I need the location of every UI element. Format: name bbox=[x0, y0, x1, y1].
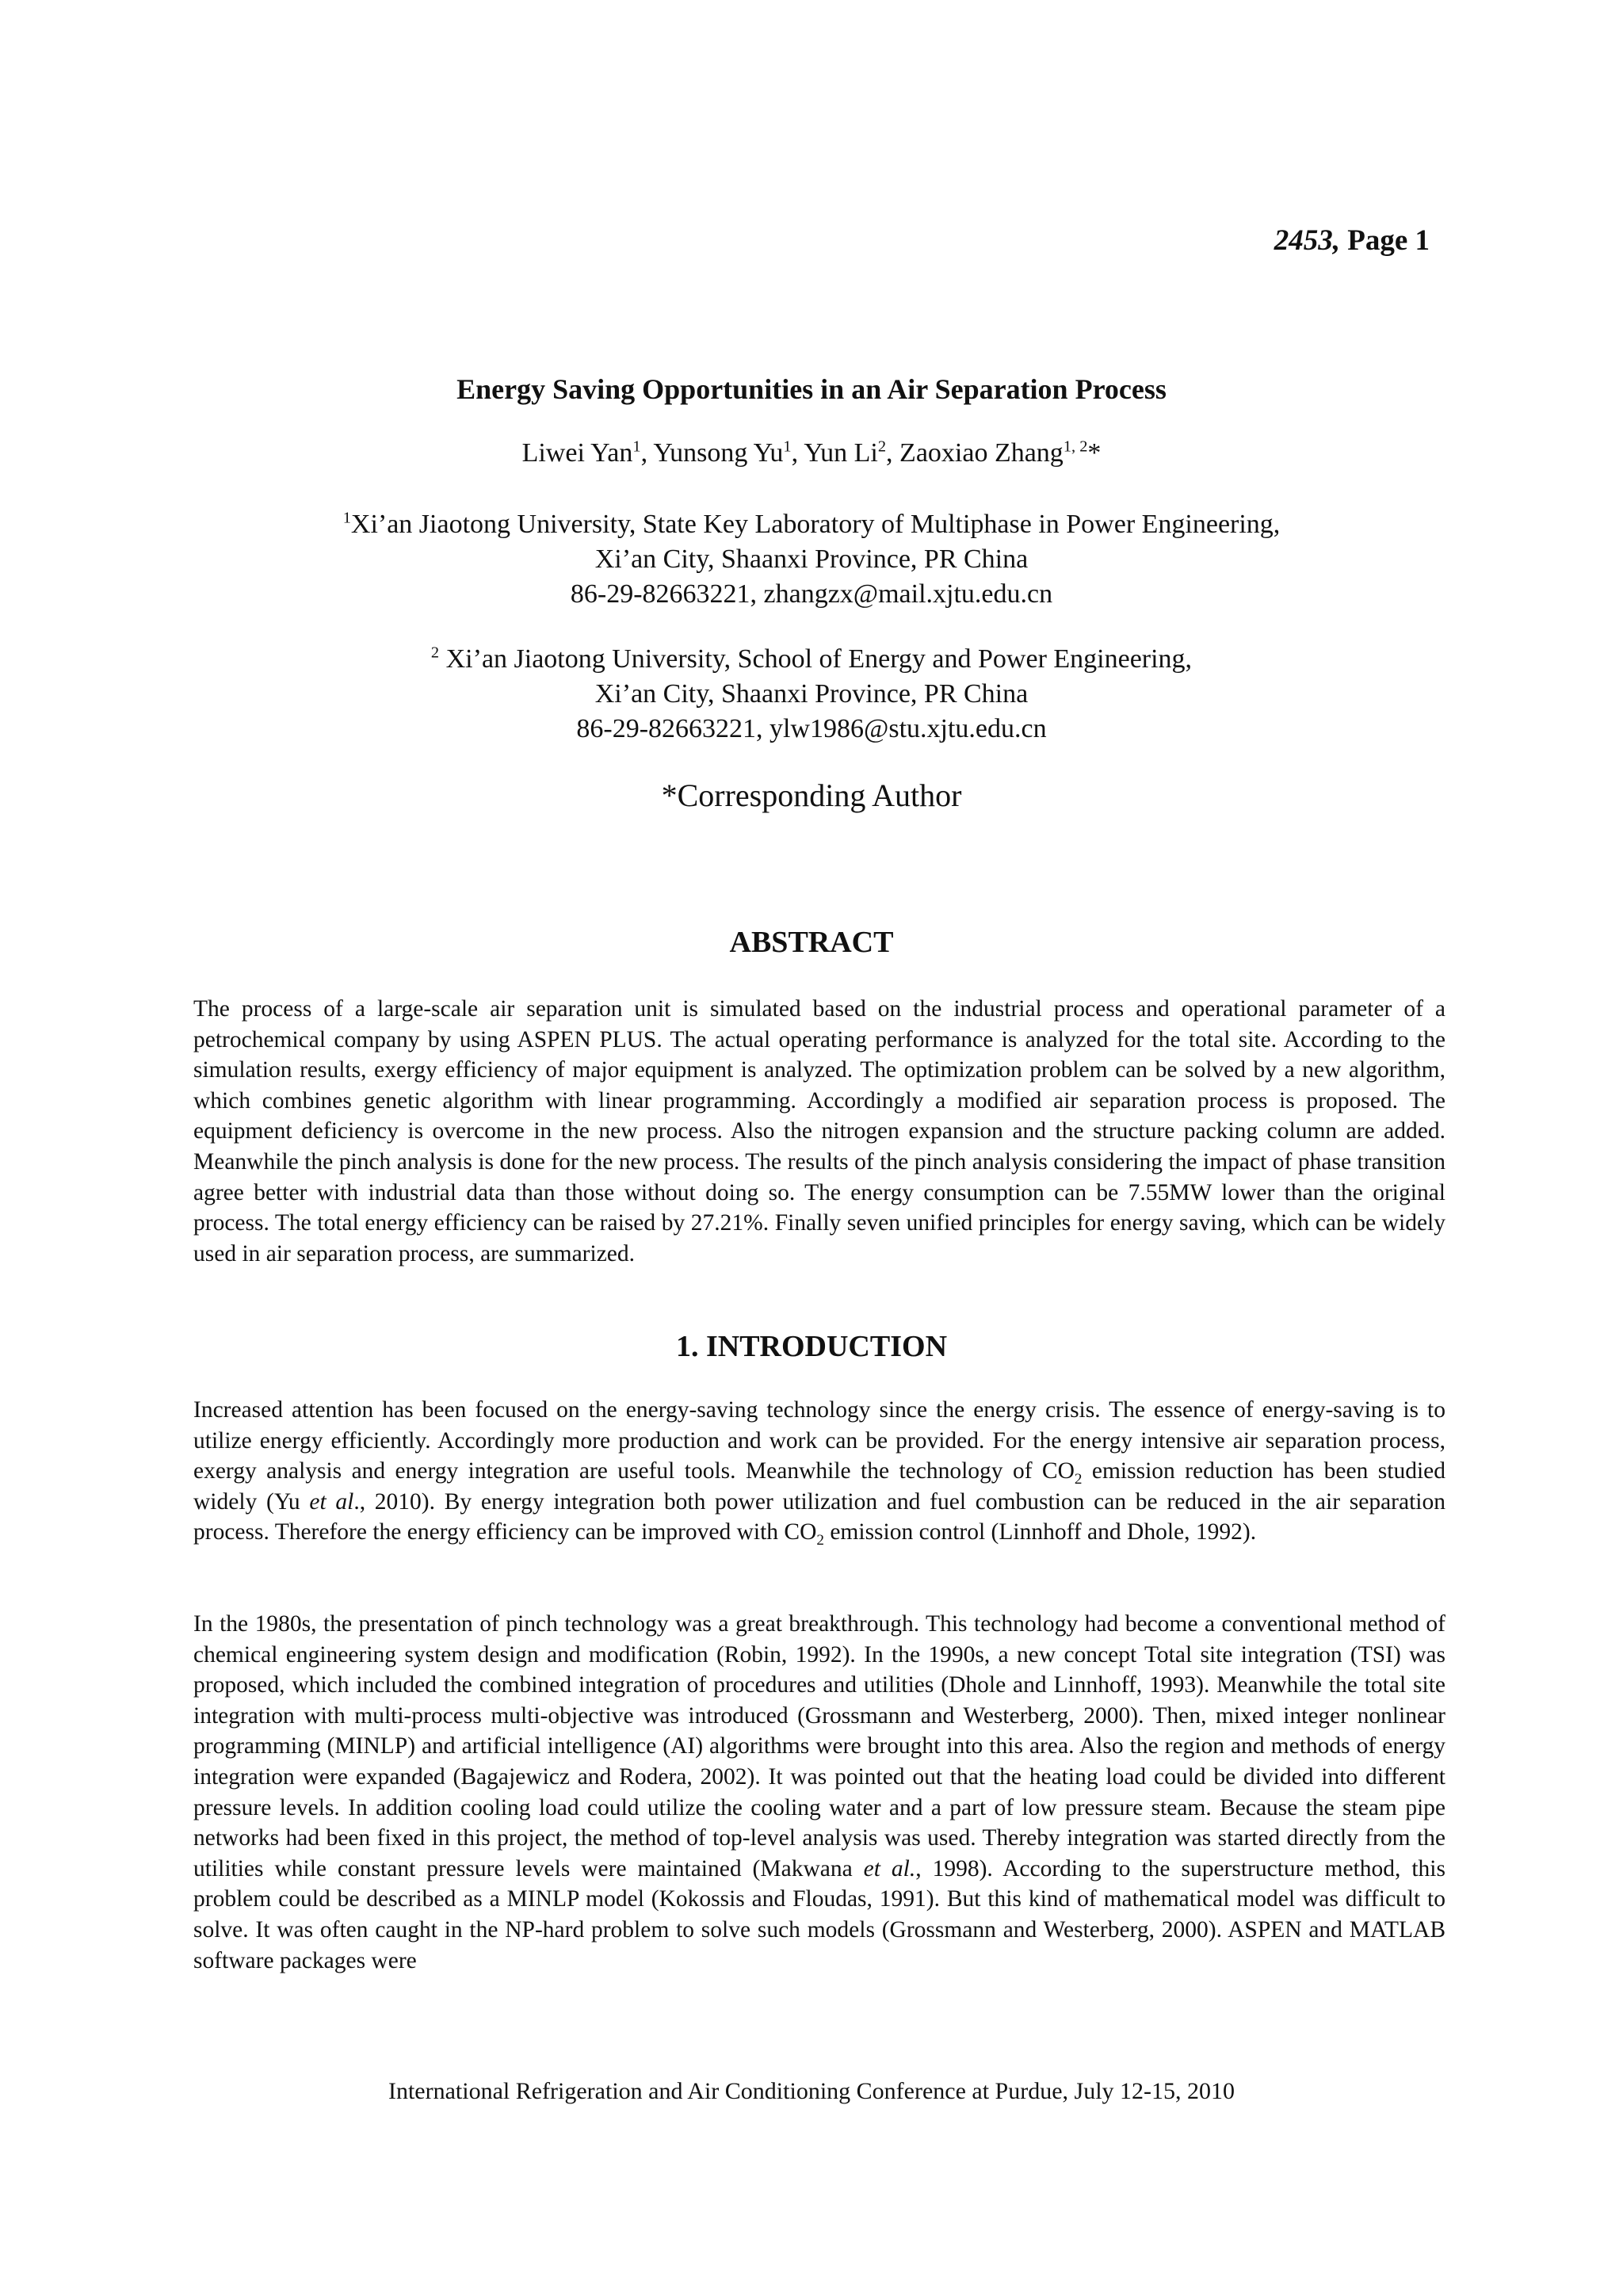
author-list: Liwei Yan$^1$, Yunsong Yu$^1$, Yun Li$^2$, Zaoxiao Zhang$^{1, 2}$* bbox=[521, 437, 1102, 468]
affiliation-number: 1 bbox=[342, 509, 351, 527]
affiliation-institution: Xi’an Jiaotong University, State Key Laboratory of Multiphase in Power Engineering, bbox=[350, 510, 1281, 539]
affiliation-number: 2 bbox=[430, 644, 440, 662]
abstract-heading: ABSTRACT bbox=[729, 926, 894, 959]
author-affiliation-mark: 1 bbox=[783, 437, 792, 456]
author-affiliation-mark: 2 bbox=[877, 437, 887, 456]
affiliation-contact: 86-29-82663221, zhangzx@mail.xjtu.edu.cn bbox=[570, 579, 1053, 609]
introduction-paragraph-2 bbox=[193, 1609, 1445, 1976]
text-run: ., 2010). By energy integration both power utilization and fuel combustion can be reduced in the air separation process. Therefore the energy efficiency can be improved with CO bbox=[193, 1488, 1445, 1545]
affiliation-line bbox=[0, 507, 1623, 542]
affiliation-line bbox=[0, 642, 1623, 677]
page-label: Page 1 bbox=[1347, 224, 1430, 257]
text-run: emission reduction has been studied widely (Yu bbox=[193, 1458, 1445, 1515]
affiliation-institution: Xi’an Jiaotong University, School of Energy and Power Engineering, bbox=[439, 644, 1193, 674]
italic-text: et al. bbox=[863, 1855, 916, 1881]
author-name: Liwei Yan bbox=[521, 438, 633, 468]
affiliation-location: Xi’an City, Shaanxi Province, PR China bbox=[594, 544, 1029, 574]
corresponding-mark: * bbox=[1087, 438, 1102, 468]
author-name: Zaoxiao Zhang bbox=[899, 438, 1064, 468]
affiliation-2 bbox=[0, 642, 1623, 747]
text-run: emission control (Linnhoff and Dhole, 1992). bbox=[823, 1519, 1257, 1545]
paper-title: Energy Saving Opportunities in an Air Separation Process bbox=[456, 373, 1167, 405]
text-run: Increased attention has been focused on the energy-saving technology since the energy crisis. The essence of energy-saving is to utilize energy efficiently. Accordingly more production and work can be provided. For the energy intensive air separation process, exergy analysis and energy integration are useful tools. Meanwhile the technology of CO bbox=[193, 1397, 1445, 1484]
author-name: Yun Li bbox=[804, 438, 878, 468]
author-name: Yunsong Yu bbox=[653, 438, 784, 468]
text-run: , 1998). According to the superstructure method, this problem could be described as a MINLP model (Kokossis and Floudas, 1991). But this kind of mathematical model was difficult to solve. It was often caught in the NP-hard problem to solve such models (Grossmann and Westerberg, 2000). ASPEN and MATLAB software packages were bbox=[193, 1855, 1445, 1973]
introduction-paragraph-1 bbox=[193, 1395, 1445, 1548]
corresponding-author: *Corresponding Author bbox=[661, 777, 962, 813]
page-header bbox=[1274, 223, 1430, 258]
subscript: 2 bbox=[1074, 1471, 1083, 1488]
author-affiliation-mark: 1, 2 bbox=[1063, 437, 1088, 456]
introduction-heading: 1. INTRODUCTION bbox=[675, 1330, 948, 1363]
italic-text: et al bbox=[309, 1488, 354, 1515]
affiliation-1 bbox=[0, 507, 1623, 612]
author-affiliation-mark: 1 bbox=[632, 437, 641, 456]
text-run: In the 1980s, the presentation of pinch technology was a great breakthrough. This technology had become a conventional method of chemical engineering system design and modification (Robin, 1992). In the 1990s, a new concept Total site integration (TSI) was proposed, which included the combined integration of procedures and utilities (Dhole and Linnhoff, 1993). Meanwhile the total site integration with multi-process multi-objective was introduced (Grossmann and Westerberg, 2000). Then, mixed integer nonlinear programming (MINLP) and artificial intelligence (AI) algorithms were brought into this area. Also the region and methods of energy integration were expanded (Bagajewicz and Rodera, 2002). It was pointed out that the heating load could be divided into different pressure levels. In addition cooling load could utilize the cooling water and a part of low pressure steam. Because the steam pipe networks had been fixed in this project, the method of top-level analysis was used. Thereby integration was started directly from the utilities while constant pressure levels were maintained (Makwana bbox=[193, 1611, 1445, 1881]
subscript: 2 bbox=[816, 1532, 824, 1549]
affiliation-location: Xi’an City, Shaanxi Province, PR China bbox=[594, 679, 1029, 709]
page-footer: International Refrigeration and Air Conditioning Conference at Purdue, July 12-15, 2010 bbox=[388, 2078, 1235, 2104]
paper-id: 2453, bbox=[1274, 224, 1340, 257]
abstract-text: The process of a large-scale air separation unit is simulated based on the industrial process and operational parameter of a petrochemical company by using ASPEN PLUS. The actual operating performance is analyzed for the total site. According to the simulation results, exergy efficiency of major equipment is analyzed. The optimization problem can be solved by a new algorithm, which combines genetic algorithm with linear programming. Accordingly a modified air separation process is proposed. The equipment deficiency is overcome in the new process. Also the nitrogen expansion and the structure packing column are added. Meanwhile the pinch analysis is done for the new process. The results of the pinch analysis considering the impact of phase transition agree better with industrial data than those without doing so. The energy consumption can be 7.55MW lower than the original process. The total energy efficiency can be raised by 27.21%. Finally seven unified principles for energy saving, which can be widely used in air separation process, are summarized. bbox=[193, 996, 1445, 1266]
affiliation-contact: 86-29-82663221, ylw1986@stu.xjtu.edu.cn bbox=[576, 714, 1047, 743]
